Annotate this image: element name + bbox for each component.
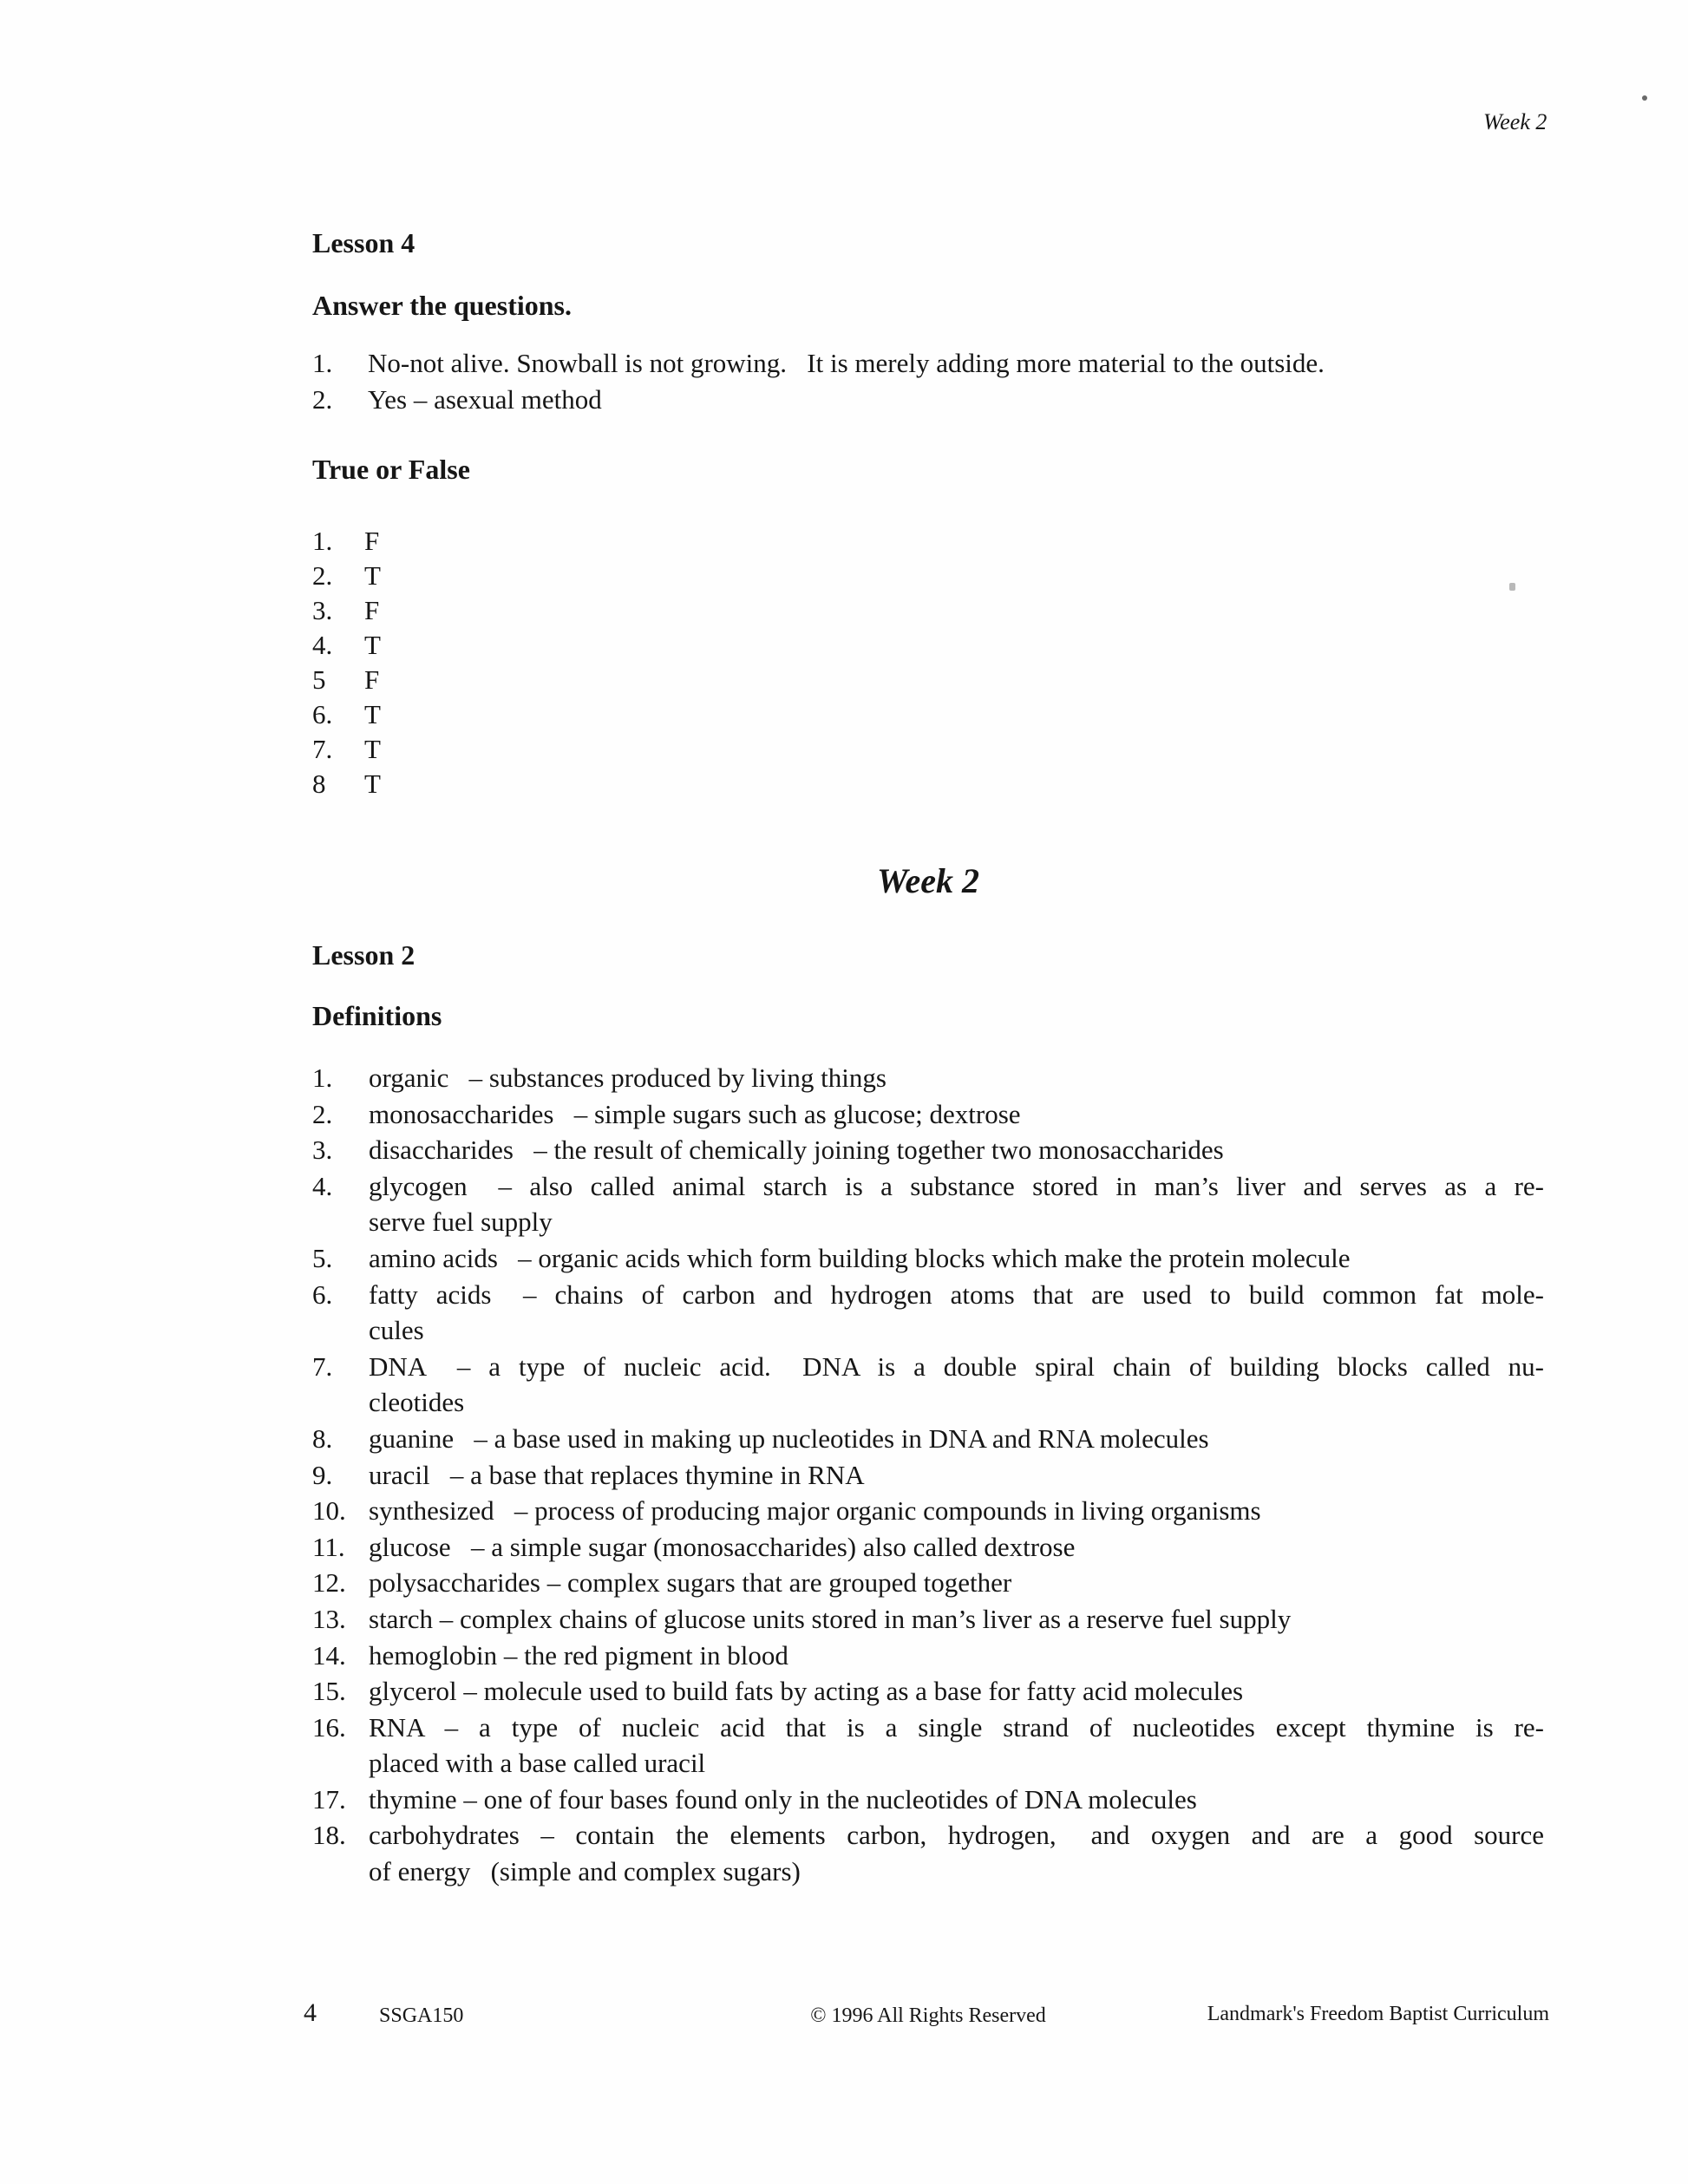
definition-body xyxy=(369,1349,1544,1421)
definition-text: amino acids – organic acids which form building blocks which make the protein molecule xyxy=(369,1242,1351,1273)
definition-text-continued: cules xyxy=(369,1315,424,1346)
definition-item xyxy=(312,1565,1544,1601)
definition-body xyxy=(369,1493,1544,1529)
true-false-answer: F xyxy=(364,664,380,695)
definition-text: RNA – a type of nucleic acid that is a single strand of nucleotides except thymine is re- xyxy=(369,1711,1544,1743)
true-false-heading: True or False xyxy=(312,454,470,485)
item-number: 18. xyxy=(312,1820,346,1851)
footer-publisher: Landmark's Freedom Baptist Curriculum xyxy=(1207,2003,1549,2025)
lesson4-title: Lesson 4 xyxy=(312,227,415,258)
definition-text: starch – complex chains of glucose units stored in man’s liver as a reserve fuel supply xyxy=(369,1603,1292,1634)
running-header-week-label: Week 2 xyxy=(1483,109,1547,134)
true-false-answer: T xyxy=(364,699,381,729)
definition-body xyxy=(369,1817,1544,1889)
definition-body xyxy=(369,1240,1544,1277)
question-answer-item xyxy=(312,382,1544,418)
item-number: 1. xyxy=(312,348,333,378)
true-false-item xyxy=(312,628,659,663)
definition-item xyxy=(312,1349,1544,1421)
item-number: 13. xyxy=(312,1603,346,1634)
item-number: 4. xyxy=(312,630,333,660)
item-number: 11. xyxy=(312,1531,345,1562)
definition-item xyxy=(312,1673,1544,1710)
scan-artifact-dot xyxy=(1642,95,1647,101)
true-false-item xyxy=(312,593,659,628)
definition-text-continued: placed with a base called uracil xyxy=(369,1748,706,1779)
definition-body xyxy=(369,1277,1544,1349)
definition-body xyxy=(369,1673,1544,1710)
true-false-item xyxy=(312,697,659,732)
item-number: 2. xyxy=(312,560,333,591)
footer-product-code: SSGA150 xyxy=(379,2004,464,2027)
lesson2-title: Lesson 2 xyxy=(312,939,415,971)
definition-text: disaccharides – the result of chemically joining together two monosaccharides xyxy=(369,1135,1224,1166)
definition-item xyxy=(312,1782,1544,1818)
true-false-answer: T xyxy=(364,734,381,764)
definition-text: thymine – one of four bases found only in the nucleotides of DNA molecules xyxy=(369,1783,1197,1815)
definition-body xyxy=(369,1601,1544,1638)
definition-item xyxy=(312,1710,1544,1782)
item-number: 2. xyxy=(312,384,333,415)
item-number: 4. xyxy=(312,1170,333,1201)
definition-body xyxy=(369,1457,1544,1494)
item-number: 6. xyxy=(312,699,333,729)
week2-section-title: Week 2 xyxy=(876,861,980,900)
item-number: 17. xyxy=(312,1783,346,1815)
item-number: 6. xyxy=(312,1278,333,1310)
item-number: 5. xyxy=(312,1242,333,1273)
item-number: 1. xyxy=(312,1063,333,1093)
definition-text: organic – substances produced by living things xyxy=(369,1063,887,1093)
definition-body xyxy=(369,1565,1544,1601)
true-false-answer: F xyxy=(364,595,380,625)
answer-questions-heading: Answer the questions. xyxy=(312,290,572,321)
true-false-item xyxy=(312,767,659,801)
definition-text-continued: serve fuel supply xyxy=(369,1206,553,1238)
definition-item xyxy=(312,1132,1544,1168)
true-false-answer: F xyxy=(364,526,380,556)
definition-body xyxy=(369,1710,1544,1782)
definition-text: glycogen – also called animal starch is a substance stored in man’s liver and serves as a re- xyxy=(369,1170,1544,1201)
item-number: 15. xyxy=(312,1676,346,1707)
definition-text: fatty acids – chains of carbon and hydrogen atoms that are used to build common fat mole- xyxy=(369,1278,1544,1310)
item-number: 9. xyxy=(312,1459,333,1490)
definition-body xyxy=(369,1168,1544,1240)
item-number: 12. xyxy=(312,1567,346,1599)
definition-item xyxy=(312,1421,1544,1457)
definition-text: polysaccharides – complex sugars that are grouped together xyxy=(369,1567,1012,1599)
definition-body xyxy=(369,1529,1544,1566)
definition-item xyxy=(312,1529,1544,1566)
definition-text: glucose – a simple sugar (monosaccharides) also called dextrose xyxy=(369,1531,1076,1562)
item-number: 7. xyxy=(312,1350,333,1382)
definition-text: uracil – a base that replaces thymine in RNA xyxy=(369,1459,865,1490)
definition-item xyxy=(312,1457,1544,1494)
item-number: 14. xyxy=(312,1639,346,1671)
item-number: 2. xyxy=(312,1098,333,1129)
item-number: 8. xyxy=(312,1422,333,1454)
item-number: 3. xyxy=(312,1135,333,1166)
footer-copyright: © 1996 All Rights Reserved xyxy=(810,2004,1046,2027)
true-false-list xyxy=(312,524,659,801)
definition-body xyxy=(369,1096,1544,1133)
question-answer-item xyxy=(312,345,1544,382)
true-false-item xyxy=(312,732,659,767)
definition-text: monosaccharides – simple sugars such as glucose; dextrose xyxy=(369,1098,1021,1129)
definition-text: glycerol – molecule used to build fats by acting as a base for fatty acid molecules xyxy=(369,1676,1244,1707)
definition-text: synthesized – process of producing major organic compounds in living organisms xyxy=(369,1495,1261,1527)
true-false-answer: T xyxy=(364,560,381,591)
answer-text: No-not alive. Snowball is not growing. It is merely adding more material to the outside. xyxy=(368,348,1325,378)
answered-questions-list xyxy=(312,345,1544,418)
true-false-item xyxy=(312,663,659,697)
item-number: 5 xyxy=(312,664,326,695)
item-number: 10. xyxy=(312,1495,346,1527)
answer-text: Yes – asexual method xyxy=(368,384,602,415)
true-false-item xyxy=(312,559,659,593)
definition-text: DNA – a type of nucleic acid. DNA is a double spiral chain of building blocks called nu- xyxy=(369,1350,1544,1382)
definition-text-continued: of energy (simple and complex sugars) xyxy=(369,1856,801,1887)
definition-item xyxy=(312,1817,1544,1889)
definition-item xyxy=(312,1277,1544,1349)
item-number: 7. xyxy=(312,734,333,764)
definition-text-continued: cleotides xyxy=(369,1387,465,1418)
definition-item xyxy=(312,1240,1544,1277)
definitions-heading: Definitions xyxy=(312,1000,442,1031)
definition-text: hemoglobin – the red pigment in blood xyxy=(369,1639,788,1671)
scan-artifact-speck xyxy=(1509,583,1515,591)
definition-body xyxy=(369,1060,1544,1096)
true-false-answer: T xyxy=(364,768,381,799)
definitions-list xyxy=(312,1060,1544,1890)
definition-item xyxy=(312,1638,1544,1674)
definition-body xyxy=(369,1638,1544,1674)
item-number: 8 xyxy=(312,768,326,799)
footer-page-number: 4 xyxy=(304,1998,317,2027)
definition-body xyxy=(369,1421,1544,1457)
true-false-item xyxy=(312,524,659,559)
definition-body xyxy=(369,1132,1544,1168)
definition-item xyxy=(312,1096,1544,1133)
definition-text: guanine – a base used in making up nucleotides in DNA and RNA molecules xyxy=(369,1422,1209,1454)
definition-item xyxy=(312,1168,1544,1240)
item-number: 1. xyxy=(312,526,333,556)
definition-body xyxy=(369,1782,1544,1818)
true-false-answer: T xyxy=(364,630,381,660)
definition-item xyxy=(312,1493,1544,1529)
definition-item xyxy=(312,1060,1544,1096)
item-number: 3. xyxy=(312,595,333,625)
item-number: 16. xyxy=(312,1711,346,1743)
definition-text: carbohydrates – contain the elements carbon, hydrogen, and oxygen and are a good source xyxy=(369,1820,1544,1851)
definition-item xyxy=(312,1601,1544,1638)
